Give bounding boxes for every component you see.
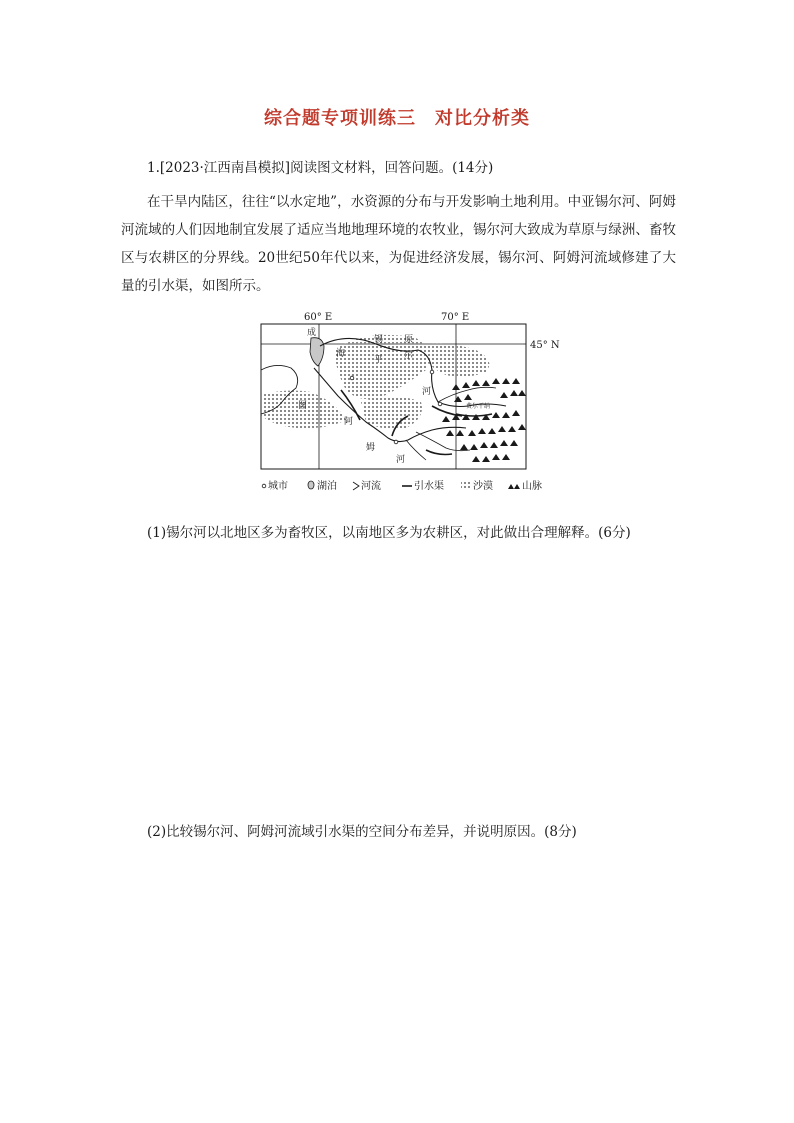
- subquestion-2: (2)比较锡尔河、阿姆河流域引水渠的空间分布差异，并说明原因。(8分): [147, 824, 577, 840]
- map-label-er: 尔: [404, 351, 414, 361]
- desert-area: [416, 344, 489, 377]
- legend-desert-icon: [461, 482, 470, 489]
- legend-mountain-label: 山脉: [522, 481, 542, 492]
- map-label-a: 阿: [344, 417, 354, 427]
- map-label-xi: 锡: [374, 335, 384, 345]
- question-instruction: 阅读图文材料，回答问题。: [290, 160, 453, 176]
- legend-city-label: 城市: [268, 481, 288, 492]
- legend-desert-label: 沙漠: [473, 481, 493, 492]
- mountain-range: [442, 378, 526, 462]
- central-asia-map: [256, 310, 560, 495]
- subquestion-1: (1)锡尔河以北地区多为畜牧区，以南地区多为农耕区，对此做出合理解释。(6分): [147, 525, 631, 541]
- map-label-fergana: 费尔干纳: [466, 403, 491, 410]
- map-label-yuan: 原: [404, 335, 414, 345]
- canal-line: [426, 450, 452, 455]
- map-label-cheng: 成: [307, 328, 317, 338]
- legend-canal-label: 引水渠: [414, 481, 444, 492]
- legend-lake-icon: [308, 481, 314, 489]
- city-dot: [438, 402, 442, 406]
- map-label-tu: 图: [298, 401, 308, 411]
- legend-mountain-icon: [508, 484, 520, 489]
- map-legend: [262, 479, 542, 492]
- lat-label-45n: 45° N: [530, 340, 560, 351]
- material-paragraph: 在干旱内陆区，往往“以水定地”，水资源的分布与开发影响土地利用。中亚锡尔河、阿姆河流域的人们因地制宜发展了适应当地地理环境的农牧业，锡尔河大致成为草原与绿洲、畜牧区与农耕区的分界线。20世纪50年代以来，为促进经济发展，锡尔河、阿姆河流域修建了大量的引水渠，如图所示。: [121, 194, 676, 294]
- river-tributary: [406, 440, 426, 460]
- map-label-he2: 河: [396, 455, 406, 465]
- map-label-hai: 海: [336, 349, 346, 359]
- city-dot: [430, 370, 434, 374]
- legend-river-icon: [353, 482, 359, 490]
- legend-city-icon: [262, 484, 266, 488]
- legend-lake-label: 湖泊: [317, 481, 337, 492]
- city-dot: [394, 440, 398, 444]
- legend-river-label: 河流: [361, 481, 381, 492]
- map-label-he: 河: [422, 387, 432, 397]
- aral-sea-lake: [310, 338, 324, 366]
- question-score: (14分): [452, 160, 494, 176]
- question-number: 1.: [147, 160, 160, 176]
- map-label-ping: 平: [374, 355, 384, 365]
- page-title: 综合题专项训练三 对比分析类: [264, 108, 530, 129]
- question-header: [147, 156, 493, 176]
- question-source: [2023·江西南昌模拟]: [159, 160, 291, 176]
- map-label-mu: 姆: [366, 443, 376, 453]
- city-dot: [350, 376, 354, 380]
- lon-label-70e: 70° E: [441, 312, 470, 323]
- lon-label-60e: 60° E: [304, 312, 333, 323]
